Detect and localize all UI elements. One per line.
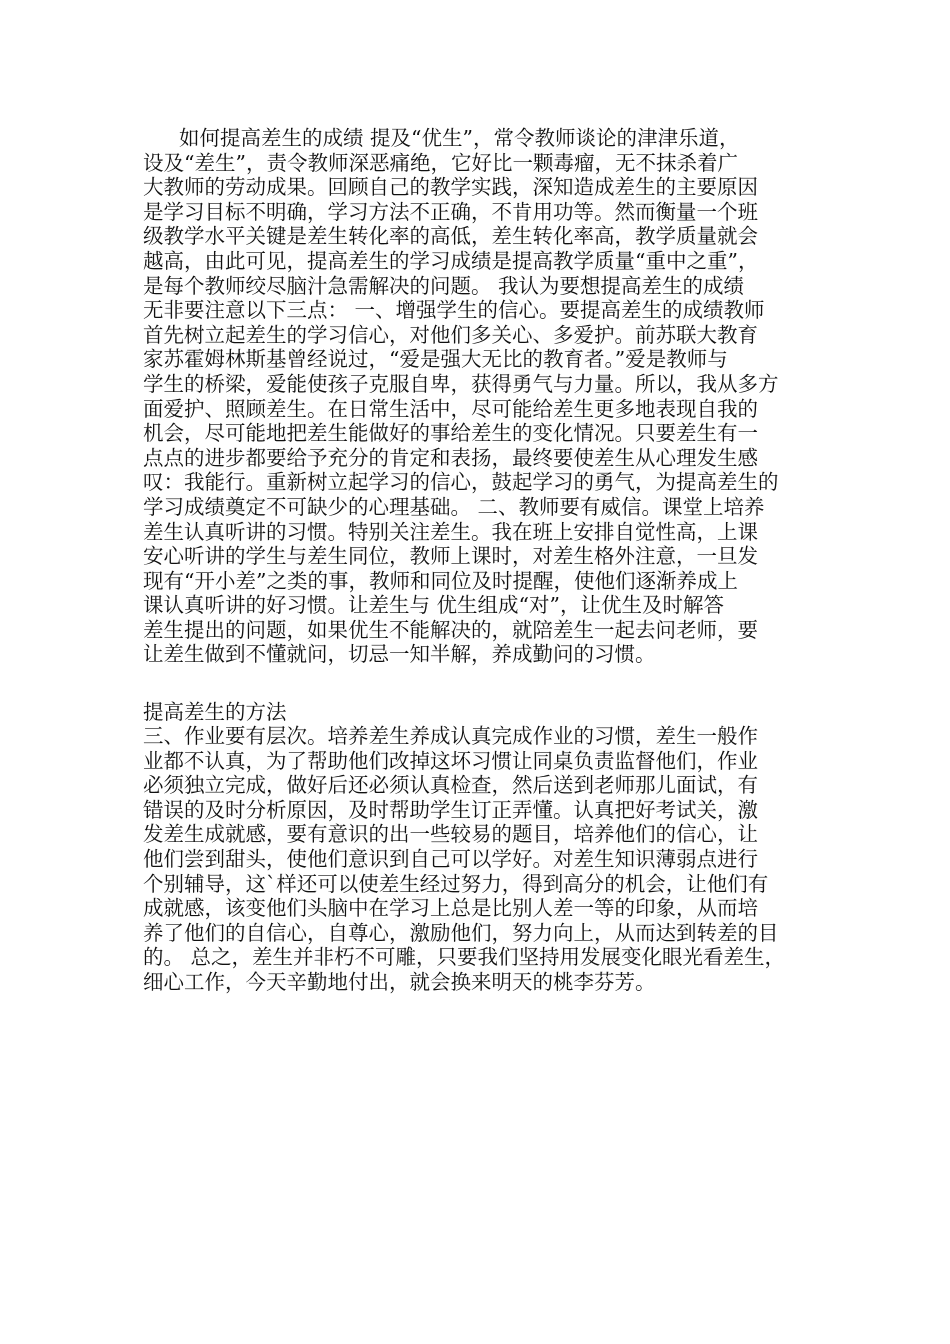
text-line: 无非要注意以下三点： 一、增强学生的信心。要提高差生的成绩教师 <box>143 298 765 323</box>
text-line: 是学习目标不明确，学习方法不正确，不肯用功等。然而衡量一个班 <box>143 199 758 224</box>
text-line: 成就感，该变他们头脑中在学习上总是比别人差一等的印象，从而培 <box>143 896 758 921</box>
text-line: 面爱护、照顾差生。在日常生活中，尽可能给差生更多地表现自我的 <box>143 396 758 421</box>
text-line: 点点的进步都要给予充分的肯定和表扬，最终要使差生从心理发生感 <box>143 445 758 470</box>
text-line: 首先树立起差生的学习信心，对他们多关心、多爱护。前苏联大教育 <box>143 322 758 347</box>
text-line: 是每个教师绞尽脑汁急需解决的问题。 我认为要想提高差生的成绩 <box>143 273 745 298</box>
text-line: 让差生做到不懂就问，切忌一知半解，养成勤问的习惯。 <box>143 642 656 667</box>
text-line: 学生的桥梁，爱能使孩子克服自卑，获得勇气与力量。所以，我从多方 <box>143 371 779 396</box>
text-line: 设及“差生”，责令教师深恶痛绝，它好比一颗毒瘤，无不抹杀着广 <box>143 150 738 175</box>
text-line: 差生认真听讲的习惯。特别关注差生。我在班上安排自觉性高，上课 <box>143 519 758 544</box>
text-line: 现有“开小差”之类的事，教师和同位及时提醒，使他们逐渐养成上 <box>143 568 738 593</box>
text-line: 个别辅导，这`样还可以使差生经过努力，得到高分的机会，让他们有 <box>143 871 769 896</box>
paragraph-1 <box>143 126 811 667</box>
text-line: 课认真听讲的好习惯。让差生与 优生组成“对”，让优生及时解答 <box>143 593 724 618</box>
text-line: 细心工作，今天辛勤地付出，就会换来明天的桃李芬芳。 <box>143 969 656 994</box>
text-line: 必须独立完成，做好后还必须认真检查，然后送到老师那儿面试，有 <box>143 773 758 798</box>
text-line: 养了他们的自信心，自尊心，激励他们，努力向上，从而达到转差的目 <box>143 920 779 945</box>
text-line: 他们尝到甜头，使他们意识到自己可以学好。对差生知识薄弱点进行 <box>143 846 758 871</box>
text-line: 机会，尽可能地把差生能做好的事给差生的变化情况。只要差生有一 <box>143 421 758 446</box>
paragraph-2 <box>143 724 811 995</box>
heading-text: 提高差生的方法 <box>143 700 287 724</box>
text-line: 如何提高差生的成绩 提及“优生”，常令教师谈论的津津乐道， <box>179 126 740 150</box>
text-line: 发差生成就感，要有意识的出一些较易的题目，培养他们的信心，让 <box>143 822 758 847</box>
text-line: 叹：我能行。重新树立起学习的信心，鼓起学习的勇气，为提高差生的 <box>143 470 779 495</box>
text-line: 家苏霍姆林斯基曾经说过，“爱是强大无比的教育者。”爱是教师与 <box>143 347 728 372</box>
text-line: 差生提出的问题，如果优生不能解决的，就陪差生一起去问老师，要 <box>143 617 758 642</box>
text-line: 学习成绩奠定不可缺少的心理基础。 二、教师要有威信。课堂上培养 <box>143 494 765 519</box>
text-line: 大教师的劳动成果。回顾自己的教学实践，深知造成差生的主要原因 <box>143 175 758 200</box>
text-line: 的。 总之，差生并非朽不可雕，只要我们坚持用发展变化眼光看差生， <box>143 945 786 970</box>
text-line: 三、作业要有层次。培养差生养成认真完成作业的习惯，差生一般作 <box>143 724 758 748</box>
section-heading <box>143 700 811 725</box>
text-line: 错误的及时分析原因，及时帮助学生订正弄懂。认真把好考试关，激 <box>143 797 758 822</box>
text-line: 越高，由此可见，提高差生的学习成绩是提高教学质量“重中之重”， <box>143 248 759 273</box>
text-line: 级教学水平关键是差生转化率的高低，差生转化率高，教学质量就会 <box>143 224 758 249</box>
text-line: 安心听讲的学生与差生同位，教师上课时，对差生格外注意，一旦发 <box>143 544 758 569</box>
text-line: 业都不认真，为了帮助他们改掉这坏习惯让同桌负责监督他们，作业 <box>143 748 758 773</box>
